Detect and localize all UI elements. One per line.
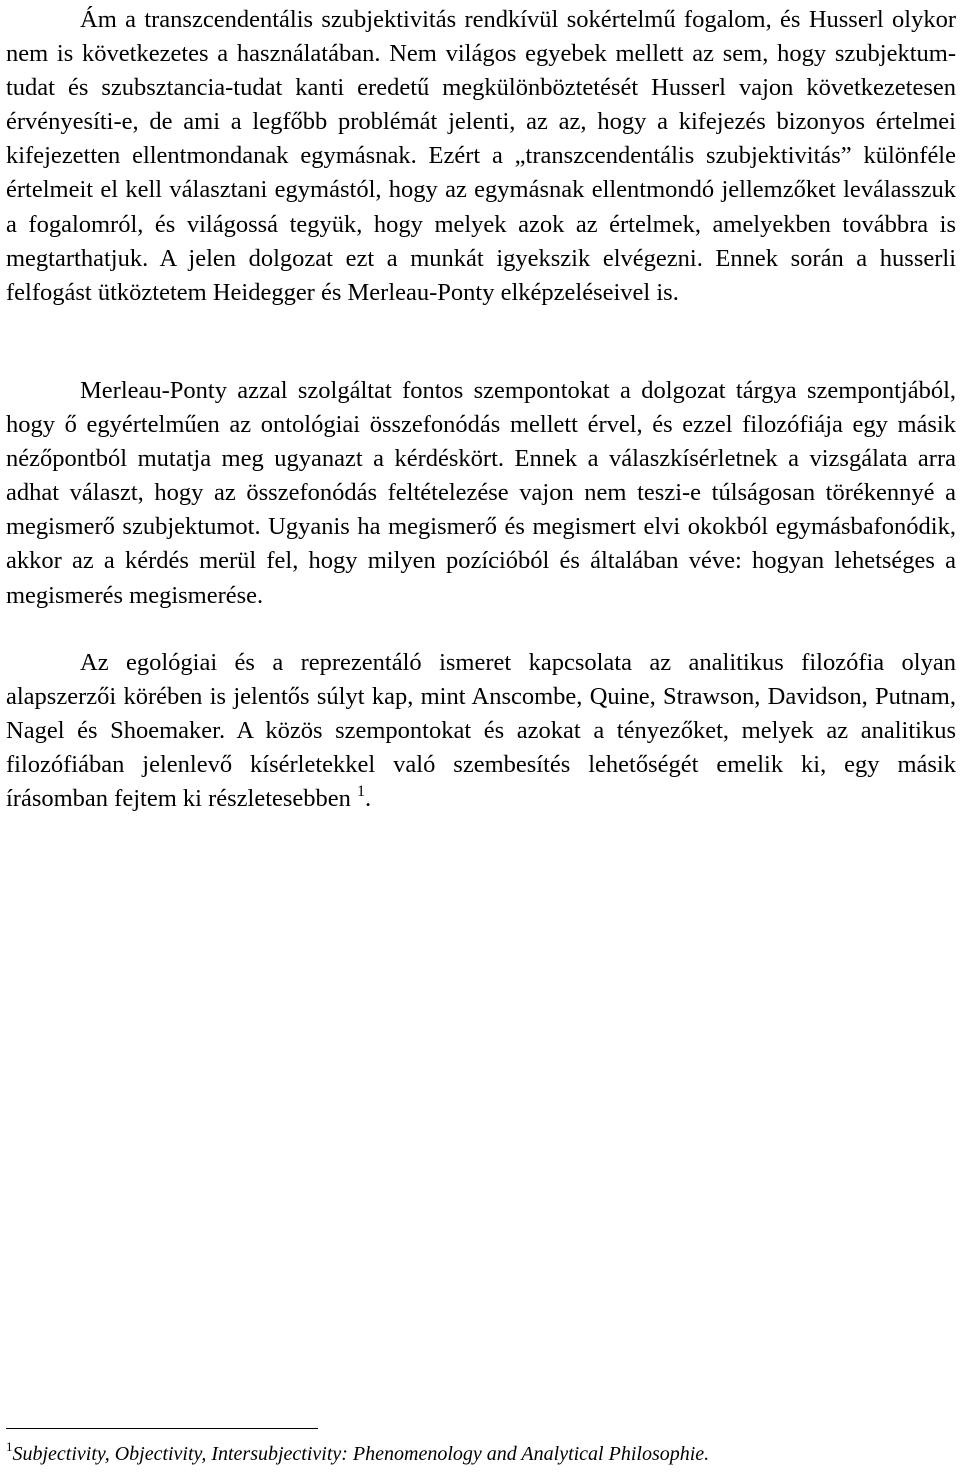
paragraph-3 bbox=[6, 646, 956, 819]
footnote-number: 1 bbox=[6, 1439, 13, 1454]
footnote bbox=[6, 1440, 956, 1470]
footnote-text: Subjectivity, Objectivity, Intersubjectivity: Phenomenology and Analytical Philosophie. bbox=[12, 1443, 710, 1465]
paragraph-2: Merleau-Ponty azzal szolgáltat fontos szempontokat a dolgozat tárgya szempontjából, hogy ő egyértelműen az ontológiai összefonódás mellett érvel, és ezzel filozófiája egy másik nézőpontból mutatja meg ugyanazt a kérdéskört. Ennek a válaszkísérletnek a vizsgálata arra adhat választ, hogy az összefonódás feltételezése vajon nem teszi-e túlságosan törékennyé a megismerő szubjektumot. Ugyanis ha megismerő és megismert elvi okokból egymásbafonódik, akkor az a kérdés merül fel, hogy milyen pozícióból és általában véve: hogyan lehetséges a megismerés megismerése. bbox=[6, 377, 956, 609]
footnote-separator bbox=[6, 1428, 318, 1429]
paragraph-3-text: Az egológiai és a reprezentáló ismeret kapcsolata az analitikus filozófia olyan alapszerzői körében is jelentős súlyt kap, mint Anscombe, Quine, Strawson, Davidson, Putnam, Nagel és Shoemaker. A közös szempontokat és azokat a tényezőket, melyek az analitikus filozófiában jelenlevő kísérletekkel való szembesítés lehetőségét emelik ki, egy másik írásomban fejtem ki részletesebben bbox=[6, 649, 956, 813]
paragraph-1: Ám a transzcendentális szubjektivitás rendkívül sokértelmű fogalom, és Husserl olykor nem is következetes a használatában. Nem világos egyebek mellett az sem, hogy szubjektum-tudat és szubsztancia-tudat kanti eredetű megkülönböztetését Husserl vajon következetesen érvényesíti-e, de ami a legfőbb problémát jelenti, az az, hogy a kifejezés bizonyos értelmei kifejezetten ellentmondanak egymásnak. Ezért a „transzcendentális szubjektivitás” különféle értelmeit el kell választani egymástól, hogy az egymásnak ellentmondó jellemzőket leválasszuk a fogalomról, és világossá tegyük, hogy melyek azok az értelmek, amelyekben továbbra is megtarthatjuk. A jelen dolgozat ezt a munkát igyekszik elvégezni. Ennek során a husserli felfogást ütköztetem Heidegger és Merleau-Ponty elképzeléseivel is. bbox=[6, 6, 956, 306]
paragraph-3-end: . bbox=[365, 785, 372, 813]
footnote-reference[interactable]: 1 bbox=[357, 783, 366, 801]
